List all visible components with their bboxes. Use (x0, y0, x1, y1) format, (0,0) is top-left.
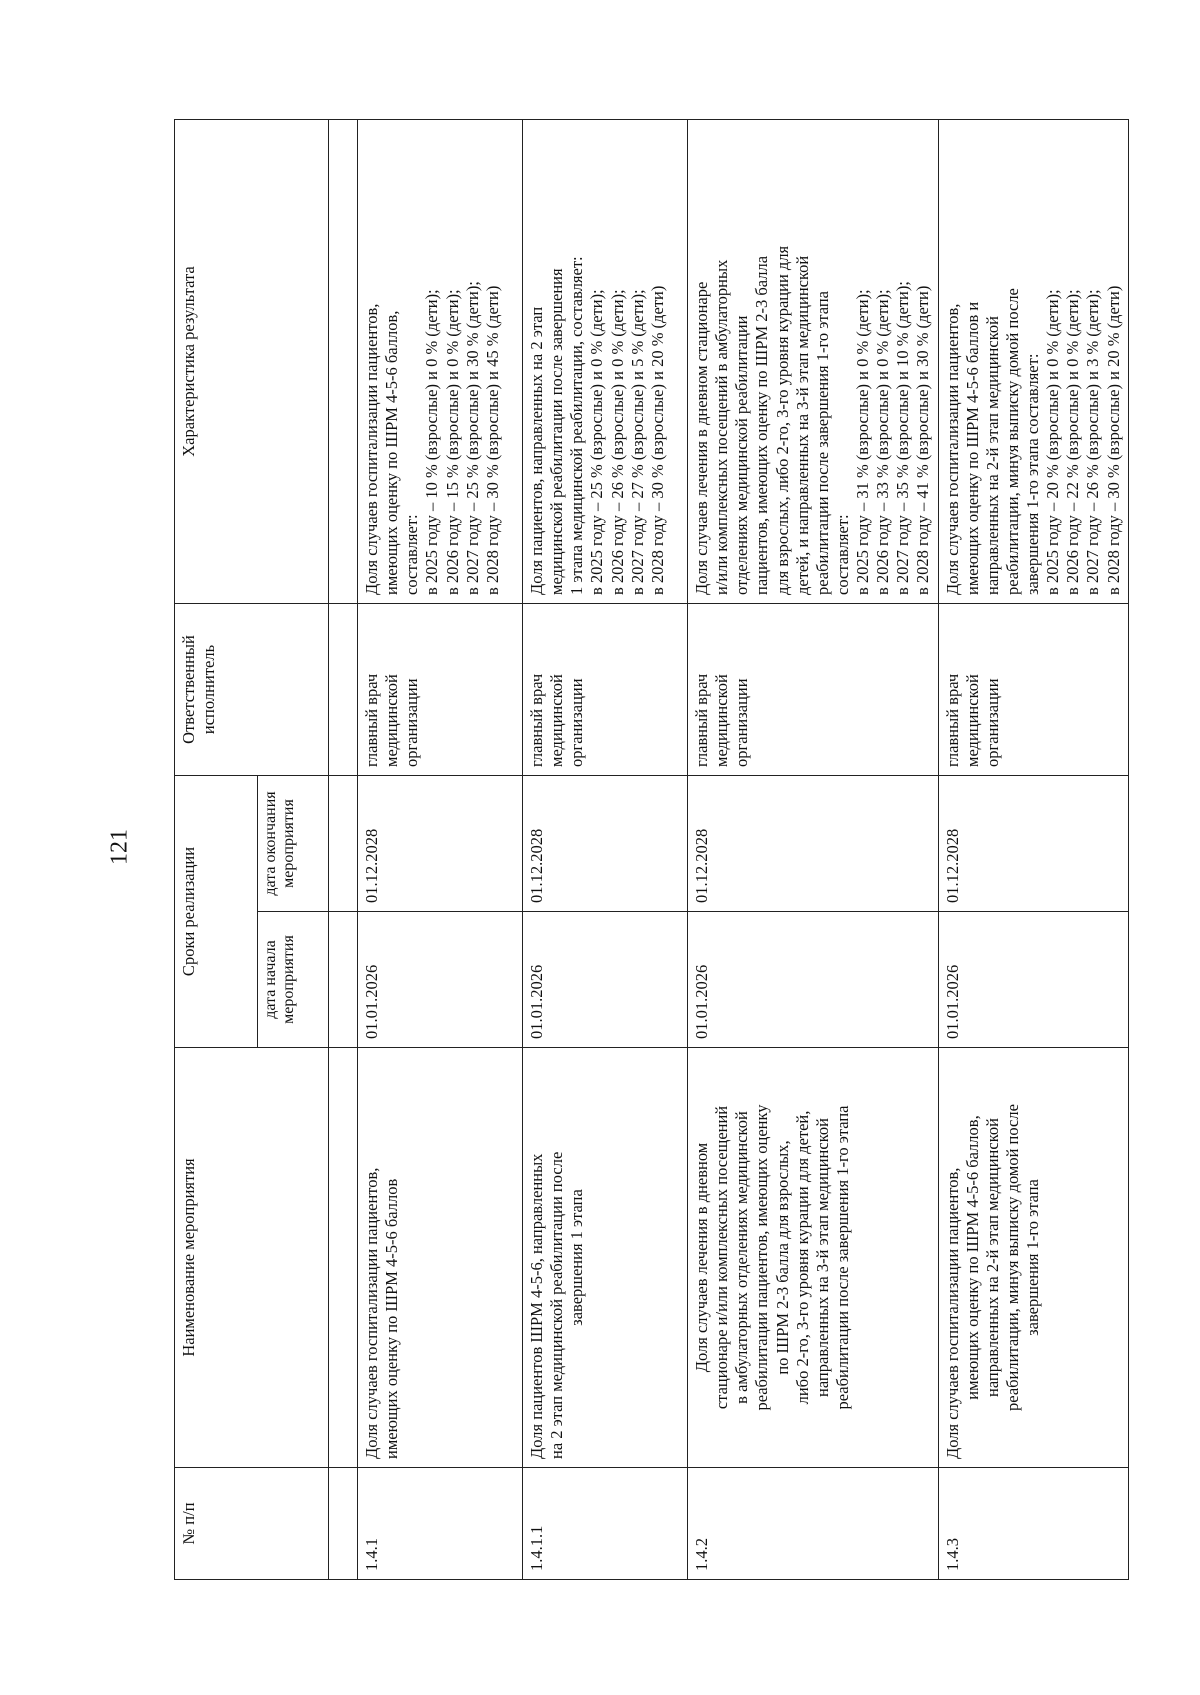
row-result: Доля пациентов, направленных на 2 этап медицинской реабилитации после завершения 1 этапа медицинской реабилитации, составляет: в 2025 году – 25 % (взрослые) и 0 % (дети); в 2026 году – 26 % (взрослые) и 0 % (дети); в 2027 году – 27 % (взрослые) и 5 % (дети); в 2028 году – 30 % (взрослые) и 20 % (дети) (523, 120, 688, 604)
table-row (523, 120, 688, 1580)
row-start-date: 01.01.2026 (358, 912, 523, 1048)
table-row (688, 120, 939, 1580)
page-number: 121 (106, 829, 133, 865)
table-row (358, 120, 523, 1580)
row-num: 1.4.2 (688, 1468, 939, 1580)
row-result: Доля случаев лечения в дневном стационаре и/или комплексных посещений в амбулаторных отделениях медицинской реабилитации пациентов, имеющих оценку по ШРМ 2-3 балла для взрослых, либо 2-го, 3-го уровня курации для детей, и направленных на 3-й этап медицинской реабилитации после завершения 1-го этапа составляет: в 2025 году – 31 % (взрослые) и 0 % (дети); в 2026 году – 33 % (взрослые) и 0 % (дети); в 2027 году – 35 % (взрослые) и 10 % (дети); в 2028 году – 41 % (взрослые) и 30 % (дети) (688, 120, 939, 604)
header-name: Наименование мероприятия (175, 1048, 329, 1468)
header-result: Характеристика результата (175, 120, 329, 604)
row-name: Доля случаев госпитализации пациентов, имеющих оценку по ШРМ 4-5-6 баллов (358, 1048, 523, 1468)
row-responsible: главный врач медицинской организации (938, 604, 1128, 776)
header-start: дата начала мероприятия (258, 912, 329, 1048)
row-num: 1.4.1 (358, 1468, 523, 1580)
row-end-date: 01.12.2028 (938, 776, 1128, 912)
row-responsible: главный врач медицинской организации (358, 604, 523, 776)
header-terms: Сроки реализации (175, 776, 258, 1048)
row-start-date: 01.01.2026 (523, 912, 688, 1048)
row-name: Доля случаев лечения в дневном стационаре и/или комплексных посещений в амбулаторных отделениях медицинской реабилитации пациентов, имеющих оценку по ШРМ 2-3 балла для взрослых, либо 2-го, 3-го уровня курации для детей, направленных на 3-й этап медицинской реабилитации после завершения 1-го этапа (688, 1048, 939, 1468)
rotated-table-container (174, 120, 1124, 1580)
row-result: Доля случаев госпитализации пациентов, имеющих оценку по ШРМ 4-5-6 баллов и направленных на 2-й этап медицинской реабилитации, минуя выписку домой после завершения 1-го этапа составляет: в 2025 году – 20 % (взрослые) и 0 % (дети); в 2026 году – 22 % (взрослые) и 0 % (дети); в 2027 году – 26 % (взрослые) и 3 % (дети); в 2028 году – 30 % (взрослые) и 20 % (дети) (938, 120, 1128, 604)
row-end-date: 01.12.2028 (688, 776, 939, 912)
table-row (938, 120, 1128, 1580)
header-num: № п/п (175, 1468, 329, 1580)
row-num: 1.4.1.1 (523, 1468, 688, 1580)
row-responsible: главный врач медицинской организации (523, 604, 688, 776)
row-name: Доля случаев госпитализации пациентов, имеющих оценку по ШРМ 4-5-6 баллов, направленных на 2-й этап медицинской реабилитации, минуя выписку домой после завершения 1-го этапа (938, 1048, 1128, 1468)
row-end-date: 01.12.2028 (523, 776, 688, 912)
row-responsible: главный врач медицинской организации (688, 604, 939, 776)
activity-plan-table (174, 119, 1129, 1580)
row-start-date: 01.01.2026 (688, 912, 939, 1048)
row-result: Доля случаев госпитализации пациентов, имеющих оценку по ШРМ 4-5-6 баллов, составляет: в 2025 году – 10 % (взрослые) и 0 % (дети); в 2026 году – 15 % (взрослые) и 0 % (дети); в 2027 году – 25 % (взрослые) и 30 % (дети); в 2028 году – 30 % (взрослые) и 45 % (дети) (358, 120, 523, 604)
row-name: Доля пациентов ШРМ 4-5-6, направленных на 2 этап медицинской реабилитации после завершения 1 этапа (523, 1048, 688, 1468)
column-number-row (329, 120, 358, 1580)
header-responsible: Ответственный исполнитель (175, 604, 329, 776)
row-end-date: 01.12.2028 (358, 776, 523, 912)
row-num: 1.4.3 (938, 1468, 1128, 1580)
header-end: дата окончания мероприятия (258, 776, 329, 912)
row-start-date: 01.01.2026 (938, 912, 1128, 1048)
